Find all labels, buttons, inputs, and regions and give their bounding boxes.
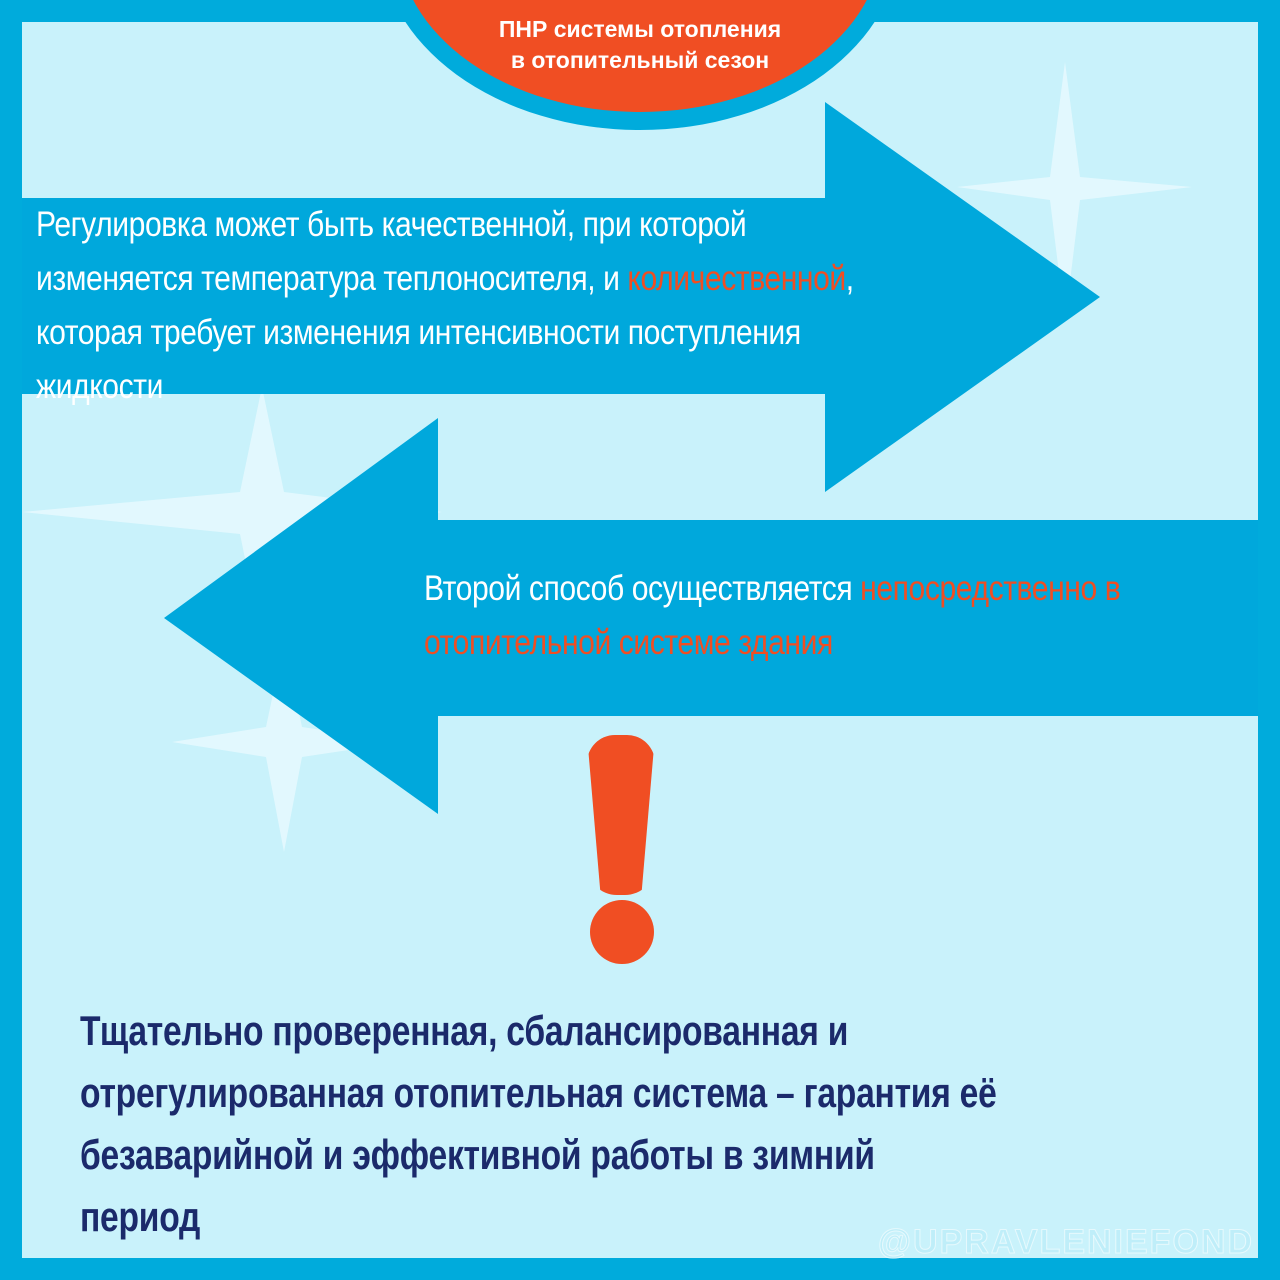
arrow-left-text-highlight: непосредственно в отопительной системе здания — [424, 569, 1121, 662]
header-title-line1: ПНР системы отопления — [498, 16, 782, 42]
arrow-right-text-part1: Регулировка может быть качественной, при которой изменяется температура теплоносителя, и — [36, 205, 747, 298]
watermark: @UPRAVLENIEFOND — [877, 1223, 1254, 1261]
conclusion-line3: безаварийной и эффективной работы в зимний период — [80, 1131, 875, 1240]
conclusion-text — [80, 1000, 1000, 1248]
arrow-left-text — [424, 562, 1198, 670]
conclusion-line2: отрегулированная отопительная система – гарантия её — [80, 1069, 997, 1116]
arrow-right-text-part2: , которая требует изменения интенсивности поступления жидкости — [36, 259, 854, 406]
arrow-right-text — [36, 198, 896, 414]
arrow-right-text-highlight: количественной — [627, 259, 846, 298]
header-title-line2: в отопительный сезон — [510, 47, 770, 73]
header-title — [430, 14, 850, 76]
arrow-left-text-part1: Второй способ осуществляется — [424, 569, 861, 608]
exclamation-dot — [590, 900, 654, 964]
conclusion-line1: Тщательно проверенная, сбалансированная и — [80, 1007, 849, 1054]
